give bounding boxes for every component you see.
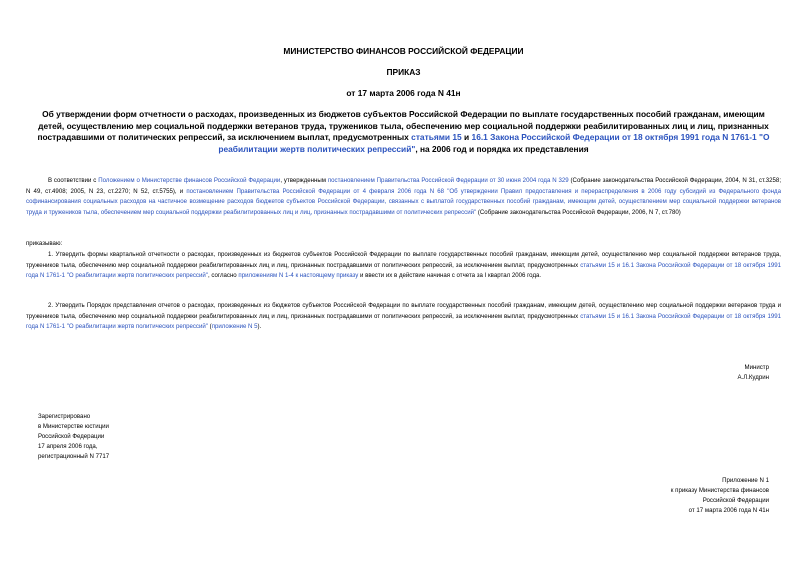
registration-line: в Министерстве юстиции bbox=[38, 423, 109, 430]
title-link-article-15[interactable]: статьями 15 bbox=[411, 132, 462, 143]
paragraph-text: ). bbox=[257, 323, 262, 331]
registration-line: Зарегистрировано bbox=[38, 413, 91, 420]
order-word: приказываю: bbox=[26, 240, 63, 247]
appendix-line: Приложение N 1 bbox=[722, 477, 769, 484]
link-resolution-68[interactable]: постановлением Правительства Российской Федерации от 4 февраля 2006 года N 68 "Об утверждении Правил предоставления и перераспределения в 2006 году субсидий из Федерального фонда софинансирования социальных расходов на частичное возмещение расходов бюджетов субъектов Российской Федерации, связанных с выплатой государственных пособий гражданам, имеющим детей, осуществлением мер социальной поддержки ветеранов труда и тружеников тыла, обеспечением мер социальной поддержки реабилитированных лиц и лиц, признанных пострадавшими от политических репрессий" bbox=[26, 187, 781, 216]
link-law-articles[interactable]: статьями 15 и 16.1 Закона Российской Федерации от 18 октября 1991 года N 1761-1 "О реабилитации жертв политических репрессий" bbox=[26, 312, 781, 331]
link-ministry-regulation[interactable]: Положением о Министерстве финансов Российской Федерации bbox=[98, 177, 281, 184]
order-item-2 bbox=[26, 301, 781, 333]
document-title bbox=[30, 109, 777, 155]
signature-name: А.Л.Кудрин bbox=[737, 374, 769, 381]
order-item-1 bbox=[26, 250, 781, 282]
signature-block bbox=[737, 363, 769, 383]
paragraph-text: и ввести их в действие начиная с отчета за I квартал 2006 года. bbox=[358, 272, 542, 280]
link-resolution-329[interactable]: постановлением Правительства Российской Федерации от 30 июня 2004 года N 329 bbox=[327, 177, 569, 184]
paragraph-text: 1. Утвердить формы квартальной отчетности о расходах, произведенных из бюджетов субъектов Российской Федерации по выплате государственных пособий гражданам, имеющим детей, осуществлению мер социальной поддержки ветеранов труда, тружеников тыла, обеспечению мер социальной поддержки реабилитированных лиц и лиц, признанных пострадавшими от политических репрессий, за исключением выплат, предусмотренных bbox=[26, 251, 781, 269]
signature-position: Министр bbox=[744, 364, 769, 371]
link-appendices-1-4[interactable]: приложениям N 1-4 к настоящему приказу bbox=[238, 272, 359, 280]
registration-line: 17 апреля 2006 года, bbox=[38, 443, 98, 450]
registration-line: регистрационный N 7717 bbox=[38, 453, 110, 460]
preamble-paragraph bbox=[26, 176, 781, 218]
ministry-heading: МИНИСТЕРСТВО ФИНАНСОВ РОССИЙСКОЙ ФЕДЕРАЦИИ bbox=[283, 46, 524, 56]
document-type-heading: ПРИКАЗ bbox=[386, 67, 421, 77]
title-text: , на 2006 год и порядка их представления bbox=[415, 143, 589, 154]
paragraph-text: 2. Утвердить Порядок представления отчетов о расходах, произведенных из бюджетов субъектов Российской Федерации по выплате государственных пособий гражданам, имеющим детей, осуществлению мер социальной поддержки ветеранов труда и тружеников тыла, обеспечению мер социальной поддержки реабилитированных лиц и лиц, признанных пострадавшими от политических репрессий, за исключением выплат, предусмотренных bbox=[26, 302, 781, 320]
paragraph-text: , утвержденным bbox=[280, 177, 328, 184]
title-link-law-1761-1[interactable]: 16.1 Закона Российской Федерации от 18 октября 1991 года N 1761-1 "О реабилитации жертв политических репрессий" bbox=[218, 132, 770, 154]
paragraph-text: В соответствии с bbox=[48, 177, 99, 184]
link-law-articles[interactable]: статьями 15 и 16.1 Закона Российской Федерации от 18 октября 1991 года N 1761-1 "О реабилитации жертв политических репрессий" bbox=[26, 261, 781, 280]
title-text: и bbox=[461, 132, 472, 143]
paragraph-text: , согласно bbox=[207, 272, 239, 280]
title-text: Об утверждении форм отчетности о расходах, произведенных из бюджетов субъектов Российской Федерации по выплате государственных пособий гражданам, имеющим детей, осуществлению мер социальной поддержки ветеранов труда, тружеников тыла, обеспечению мер социальной поддержки реабилитированных лиц и лиц, признанных пострадавшими от политических репрессий, за исключением выплат, предусмотренных bbox=[37, 109, 769, 143]
link-appendix-5[interactable]: приложение N 5 bbox=[211, 323, 258, 331]
paragraph-text: ( bbox=[207, 323, 212, 331]
appendix-line: к приказу Министерства финансов bbox=[670, 487, 769, 494]
registration-line: Российской Федерации bbox=[38, 433, 105, 440]
document-date-heading: от 17 марта 2006 года N 41н bbox=[346, 88, 461, 98]
appendix-line: Российской Федерации bbox=[702, 497, 769, 504]
appendix-line: от 17 марта 2006 года N 41н bbox=[688, 507, 769, 514]
paragraph-text: (Собрание законодательства Российской Федерации, 2004, N 31, ст.3258; N 49, ст.4908; 2005, N 23, ст.2270; N 52, ст.5755), и bbox=[26, 177, 782, 195]
appendix-header bbox=[671, 476, 769, 516]
paragraph-text: (Собрание законодательства Российской Федерации, 2006, N 7, ст.780) bbox=[476, 208, 681, 216]
registration-block bbox=[38, 412, 109, 462]
